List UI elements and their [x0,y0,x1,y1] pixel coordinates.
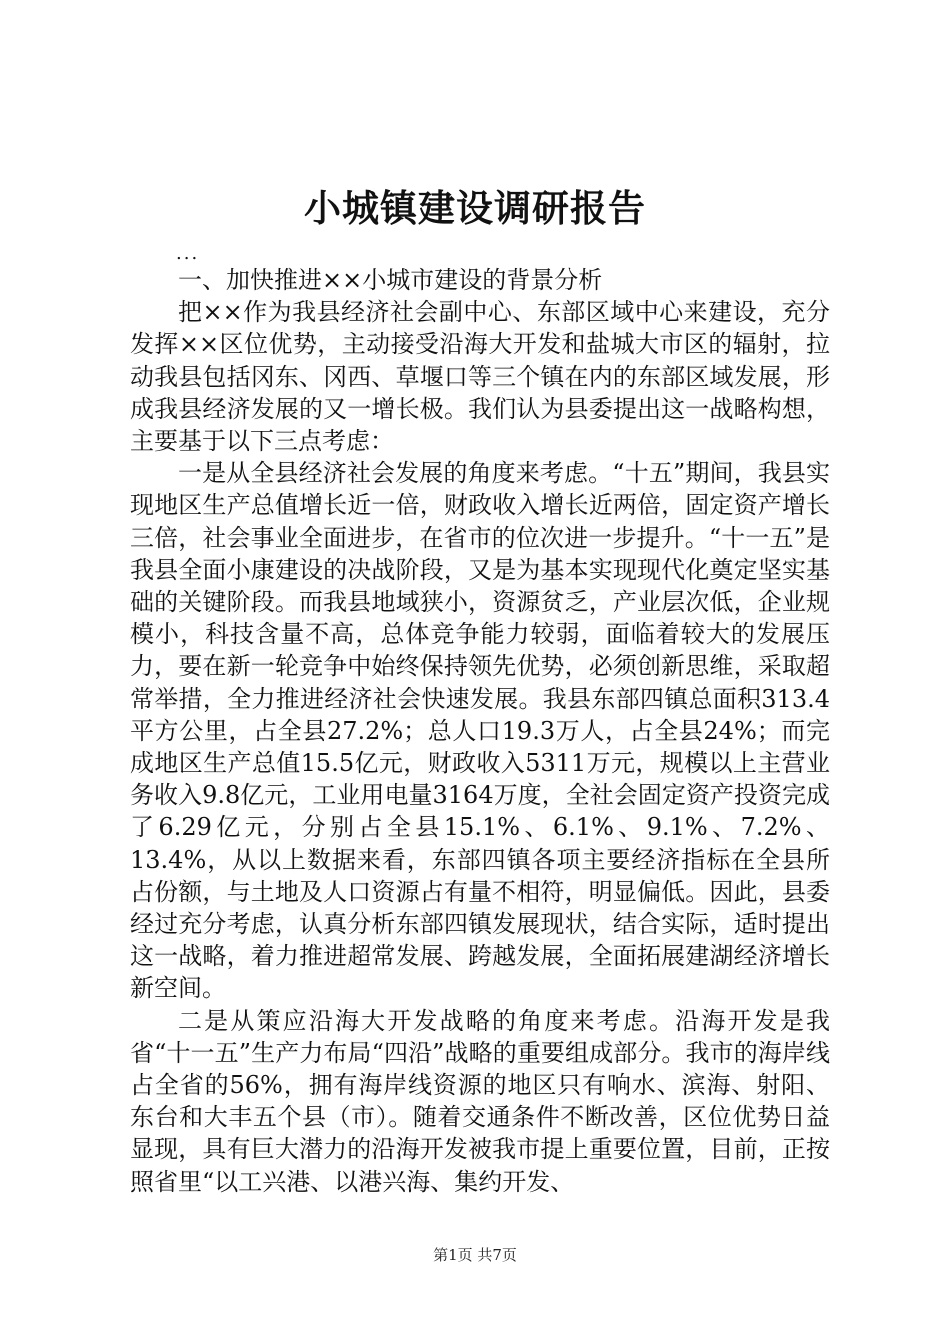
paragraph: 把××作为我县经济社会副中心、东部区域中心来建设，充分发挥××区位优势，主动接受沿海大开发和盐城大市区的辐射，拉动我县包括冈东、冈西、草堰口等三个镇在内的东部区域发展，形成我县经济发展的又一增长极。我们认为县委提出这一战略构想，主要基于以下三点考虑： [130,298,830,456]
paragraph: 一是从全县经济社会发展的角度来考虑。“十五”期间，我县实现地区生产总值增长近一倍，财政收入增长近两倍，固定资产增长三倍，社会事业全面进步，在省市的位次进一步提升。“十一五”是我县全面小康建设的决战阶段，又是为基本实现现代化奠定坚实基础的关键阶段。而我县地域狭小，资源贫乏，产业层次低，企业规模小，科技含量不高，总体竞争能力较弱，面临着较大的发展压力，要在新一轮竞争中始终保持领先优势，必须创新思维，采取超常举措，全力推进经济社会快速发展。我县东部四镇总面积313.4平方公里，占全县27.2%；总人口19.3万人，占全县24%；而完成地区生产总值15.5亿元，财政收入5311万元，规模以上主营业务收入9.8亿元，工业用电量3164万度，全社会固定资产投资完成了6.29亿元，分别占全县15.1%、6.1%、9.1%、7.2%、13.4%，从以上数据来看，东部四镇各项主要经济指标在全县所占份额，与土地及人口资源占有量不相符，明显偏低。因此，县委经过充分考虑，认真分析东部四镇发展现状，结合实际，适时提出这一战略，着力推进超常发展、跨越发展，全面拓展建湖经济增长新空间。 [130,459,830,1003]
section-heading: 一、加快推进××小城市建设的背景分析 [178,266,603,294]
document-title: 小城镇建设调研报告 [304,186,646,230]
document-body [130,264,830,1198]
page-number-footer: 第1页 共7页 [433,1246,517,1264]
ellipsis-marker: ... [176,243,200,264]
paragraph: 二是从策应沿海大开发战略的角度来考虑。沿海开发是我省“十一五”生产力布局“四沿”战略的重要组成部分。我市的海岸线占全省的56%，拥有海岸线资源的地区只有响水、滨海、射阳、东台和大丰五个县（市）。随着交通条件不断改善，区位优势日益显现，具有巨大潜力的沿海开发被我市提上重要位置，目前，正按照省里“以工兴港、以港兴海、集约开发、 [130,1006,830,1196]
